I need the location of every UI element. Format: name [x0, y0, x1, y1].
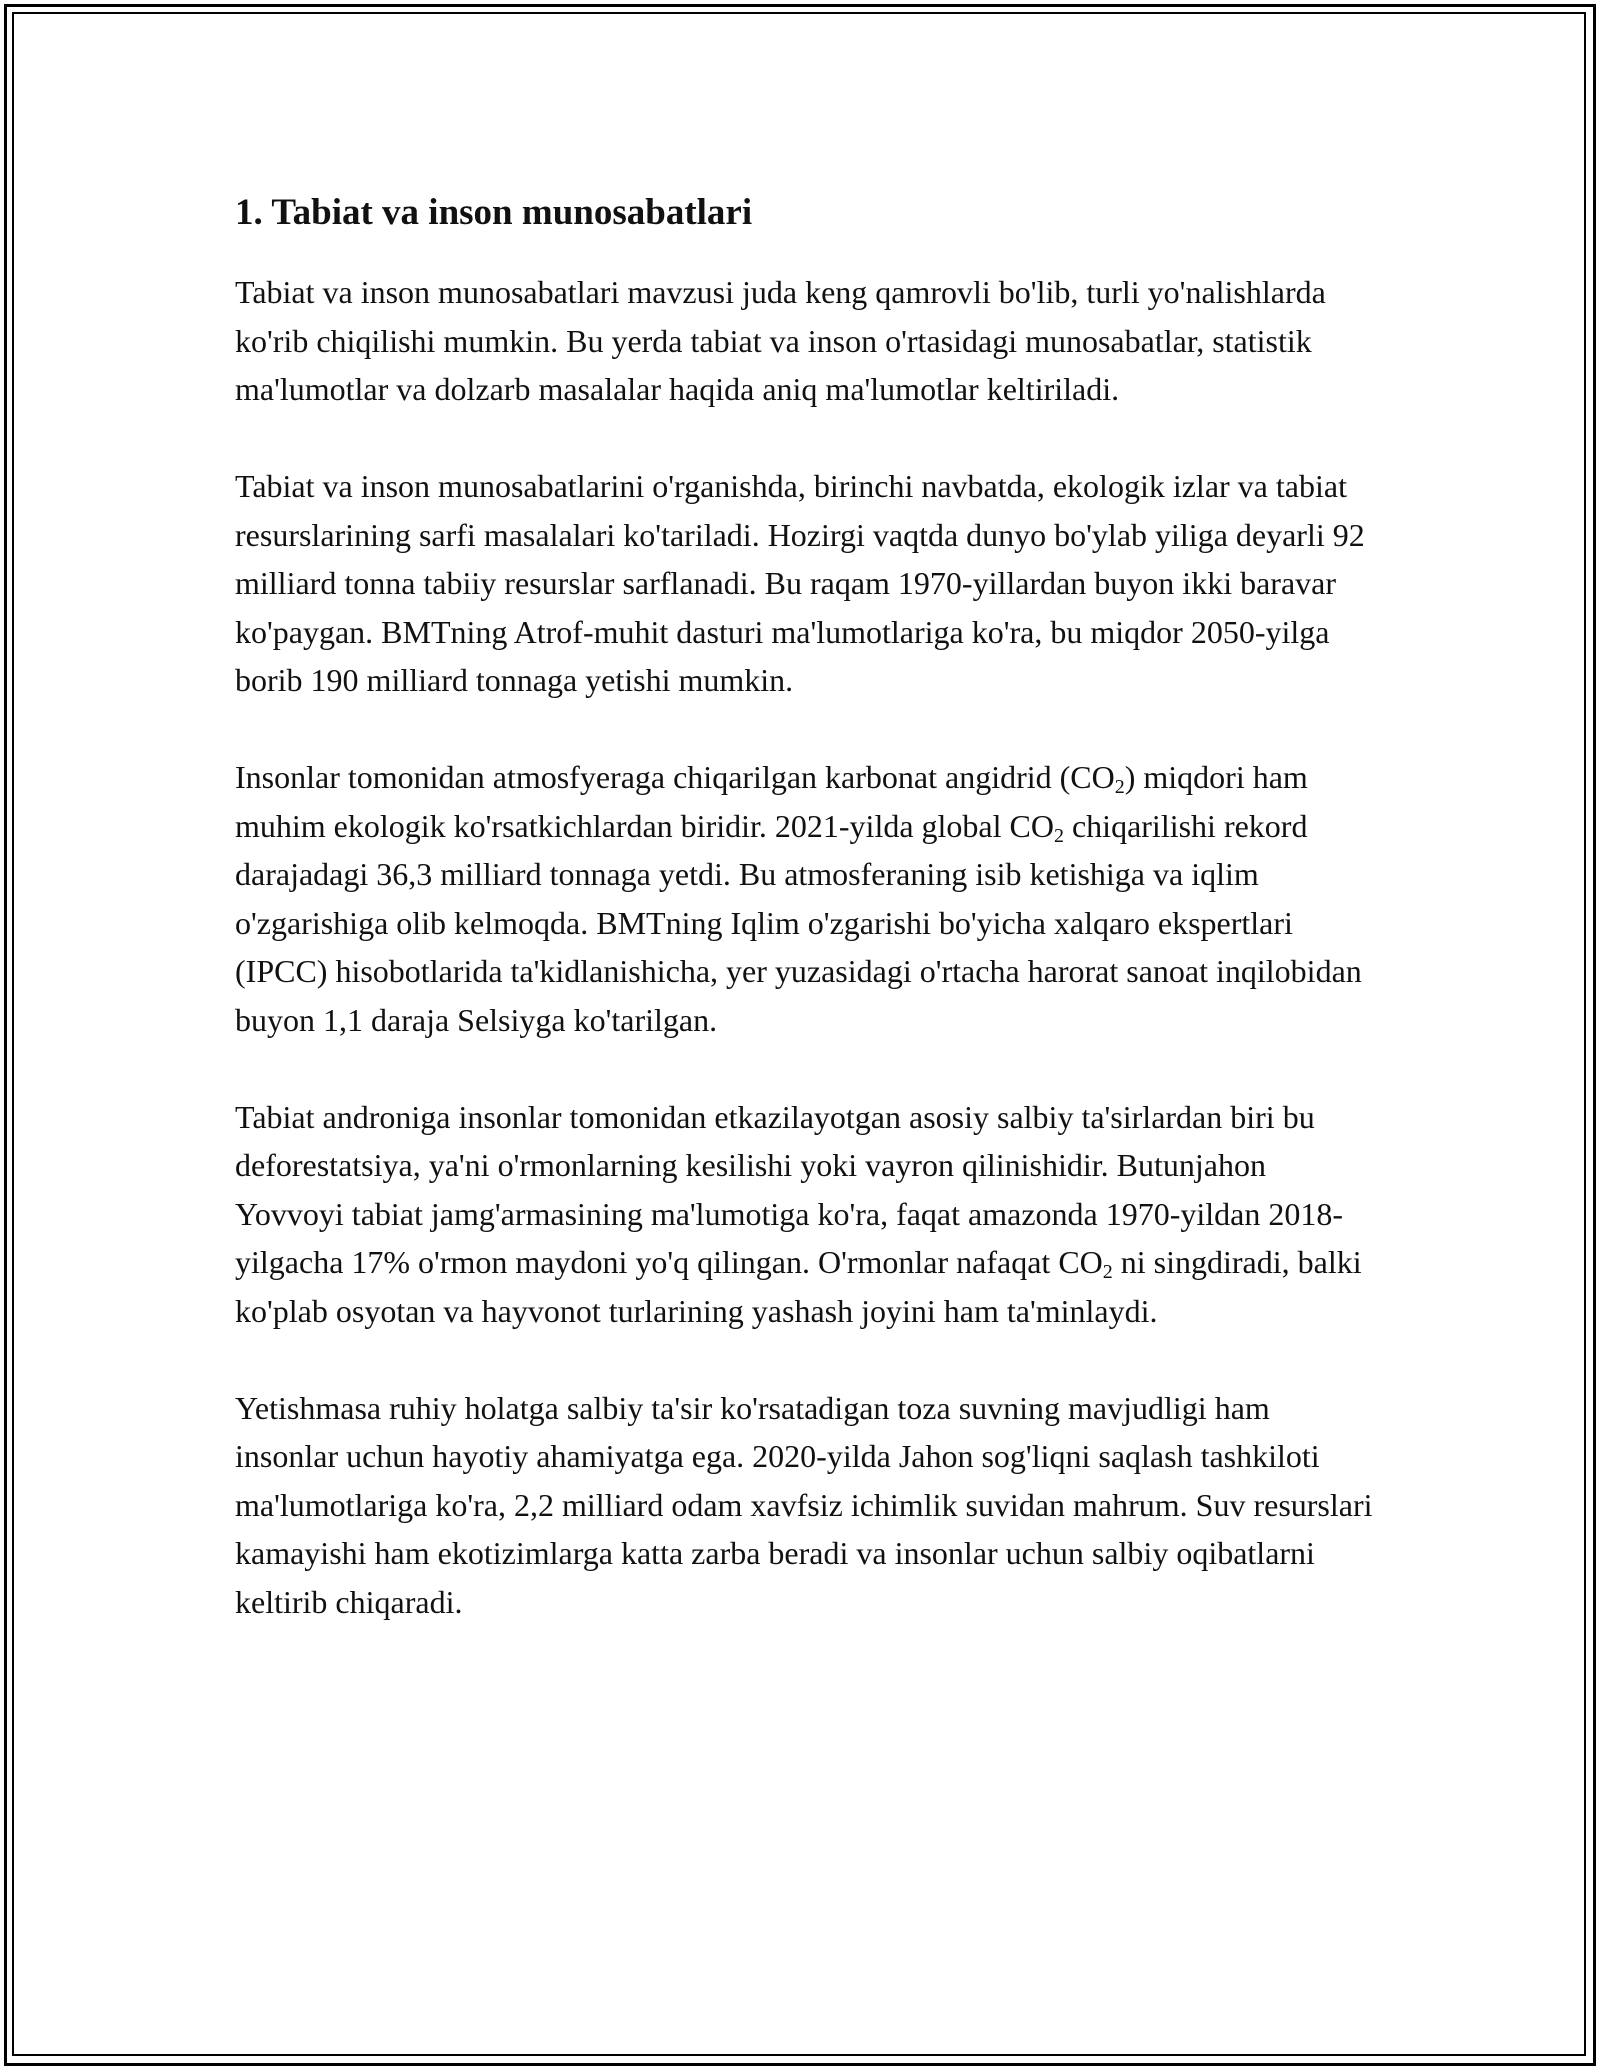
paragraph-intro: Tabiat va inson munosabatlari mavzusi juda keng qamrovli bo'lib, turli yo'nalishlarda ko'rib chiqilishi mumkin. Bu yerda tabiat va inson o'rtasidagi munosabatlar, statistik ma'lumotlar va dolzarb masalalar haqida aniq ma'lumotlar keltiriladi. [235, 274, 1326, 407]
section-heading: 1. Tabiat va inson munosabatlari [235, 192, 753, 233]
paragraph-co2-text-2: ) miqdori ham muhim ekologik ko'rsatkichlardan biridir. 2021-yilda global CO [235, 759, 1308, 844]
paragraph-deforestation [235, 1093, 1375, 1336]
paragraph-co2-text-3: chiqarilishi rekord darajadagi 36,3 milliard tonnaga yetdi. Bu atmosferaning isib ketishiga va iqlim o'zgarishiga olib kelmoqda. BMTning Iqlim o'zgarishi bo'yicha xalqaro ekspertlari (IPCC) hisobotlarida ta'kidlanishicha, yer yuzasidagi o'rtacha harorat sanoat inqilobidan buyon 1,1 daraja Selsiyga ko'tarilgan. [235, 807, 1362, 1038]
paragraph-co2 [235, 753, 1375, 1044]
paragraph-water: Yetishmasa ruhiy holatga salbiy ta'sir ko'rsatadigan toza suvning mavjudligi ham insonlar uchun hayotiy ahamiyatga ega. 2020-yilda Jahon sog'liqni saqlash tashkiloti ma'lumotlariga ko'ra, 2,2 milliard odam xavfsiz ichimlik suvidan mahrum. Suv resurslari kamayishi ham ekotizimlarga katta zarba beradi va insonlar uchun salbiy oqibatlarni keltirib chiqaradi. [235, 1389, 1373, 1620]
co2-subscript: 2 [1053, 824, 1064, 847]
co2-subscript: 2 [1114, 776, 1125, 798]
paragraph-deforestation-text-2: ni singdiradi, balki ko'plab osyotan va hayvonot turlarining yashash joyini ham ta'minlaydi. [235, 1244, 1362, 1329]
co2-subscript: 2 [1102, 1261, 1113, 1283]
paragraph-deforestation-text-1: Tabiat androniga insonlar tomonidan etkazilayotgan asosiy salbiy ta'sirlardan biri bu deforestatsiya, ya'ni o'rmonlarning kesilishi yoki vayron qilinishidir. Butunjahon Yovvoyi tabiat jamg'armasining ma'lumotiga ko'ra, faqat amazonda 1970-yildan 2018-yilgacha 17% o'rmon maydoni yo'q qilingan. O'rmonlar nafaqat CO [235, 1098, 1344, 1280]
paragraph-co2-text-1: Insonlar tomonidan atmosfyeraga chiqarilgan karbonat angidrid (CO [235, 759, 1115, 795]
paragraph-resources: Tabiat va inson munosabatlarini o'rganishda, birinchi navbatda, ekologik izlar va tabiat resurslarining sarfi masalalari ko'tariladi. Hozirgi vaqtda dunyo bo'ylab yiliga deyarli 92 milliard tonna tabiiy resurslar sarflanadi. Bu raqam 1970-yillardan buyon ikki baravar ko'paygan. BMTning Atrof-muhit dasturi ma'lumotlariga ko'ra, bu miqdor 2050-yilga borib 190 milliard tonnaga yetishi mumkin. [235, 468, 1365, 698]
document-body [235, 188, 1375, 1675]
